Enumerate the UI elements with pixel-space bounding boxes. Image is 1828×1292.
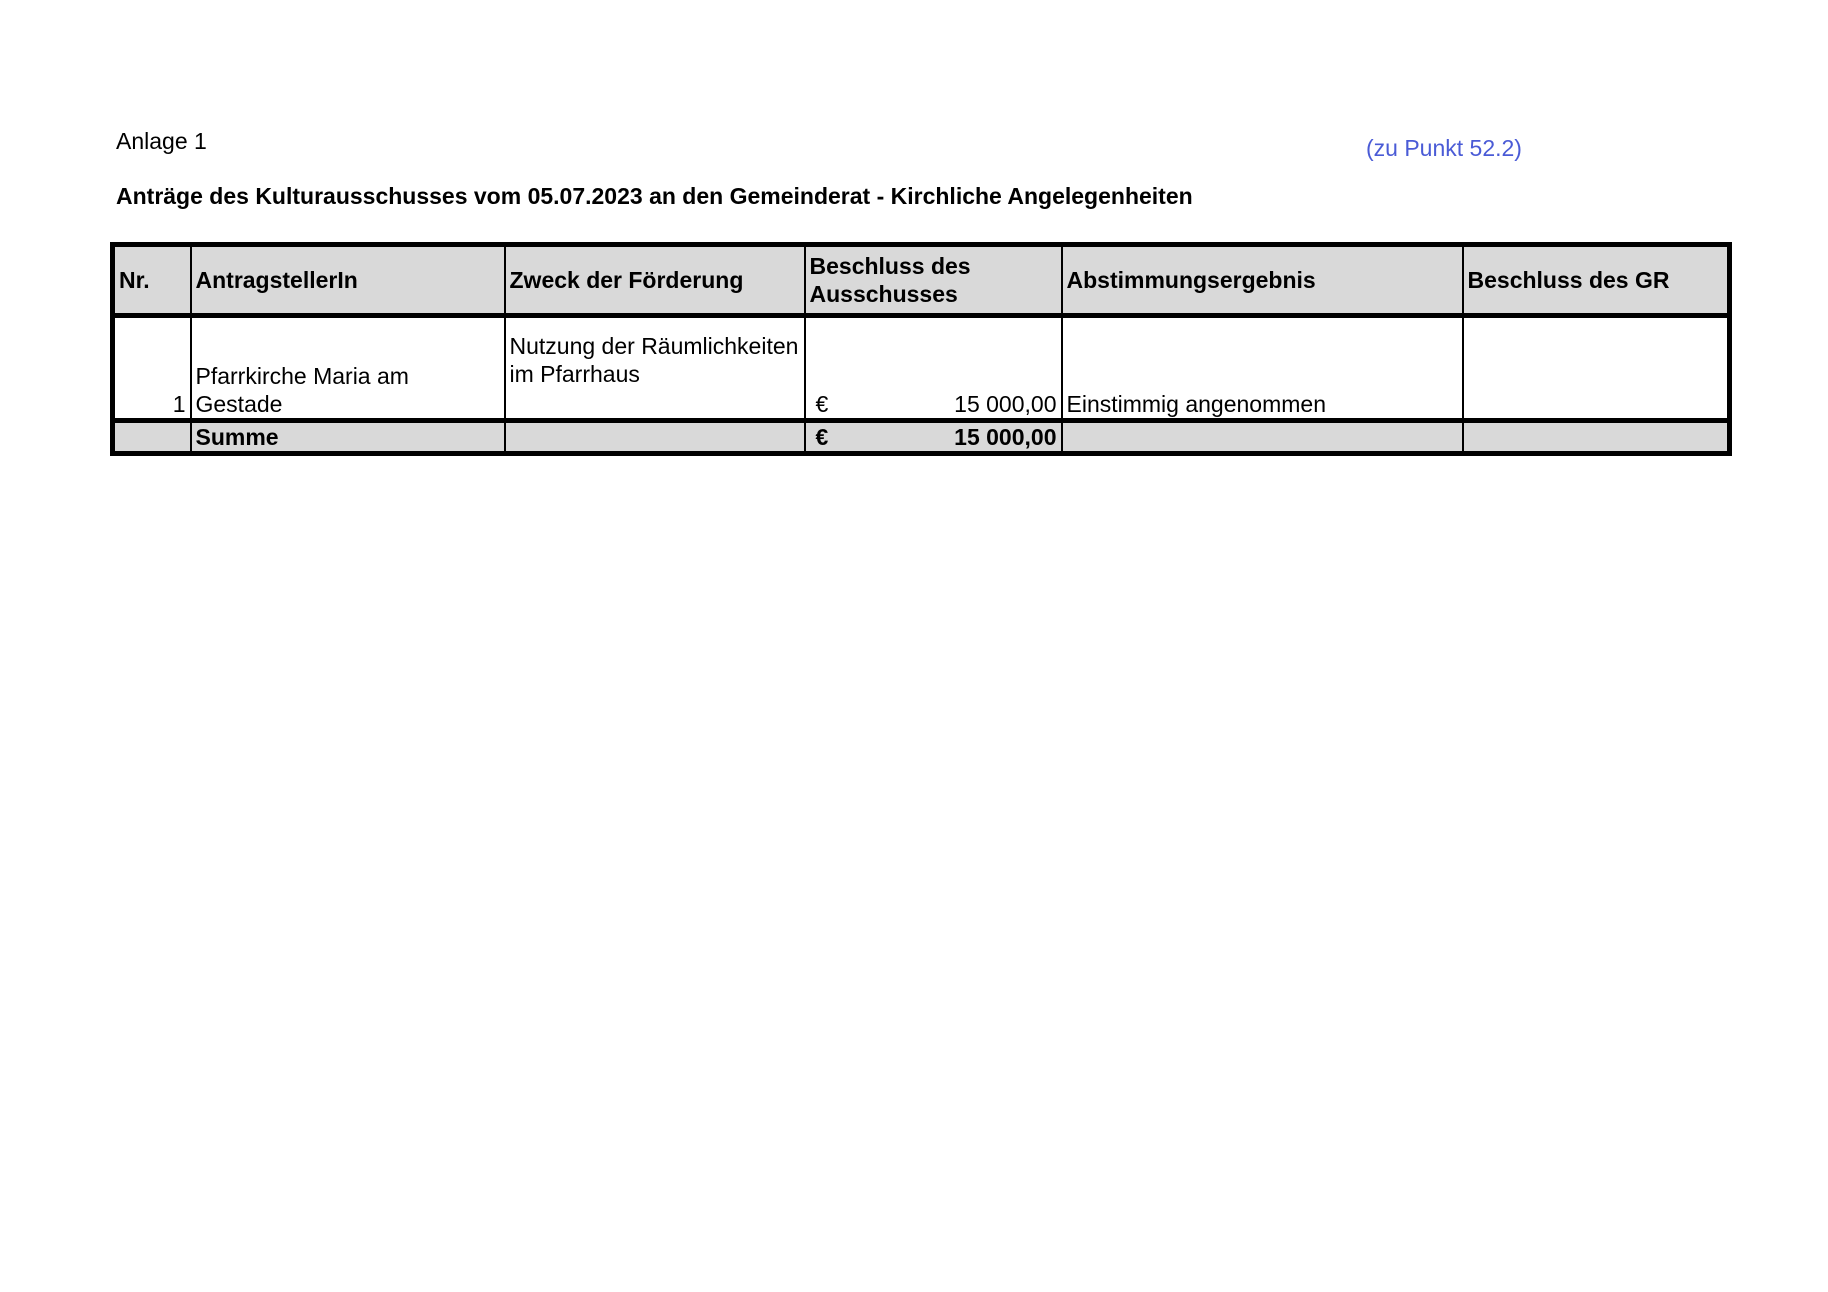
sum-label: Summe: [191, 421, 505, 454]
column-header-beschluss-ausschuss: Beschluss des Ausschusses: [805, 245, 1062, 316]
sum-cell-nr: [113, 421, 191, 454]
sum-row: [113, 421, 1730, 454]
sum-amount-value: 15 000,00: [954, 424, 1057, 450]
document-title: Anträge des Kulturausschusses vom 05.07.2023 an den Gemeinderat - Kirchliche Angelegenheiten: [116, 183, 1193, 209]
table-header-row: [113, 245, 1730, 316]
cell-abstimmung: Einstimmig angenommen: [1062, 316, 1463, 421]
cell-beschluss-gr: [1463, 316, 1730, 421]
amount-value: 15 000,00: [954, 391, 1057, 417]
column-header-nr: Nr.: [113, 245, 191, 316]
column-header-zweck: Zweck der Förderung: [505, 245, 805, 316]
cell-antragsteller: Pfarrkirche Maria am Gestade: [191, 316, 505, 421]
sum-cell-zweck: [505, 421, 805, 454]
cell-betrag: [805, 316, 1062, 421]
sum-cell-abstimmung: [1062, 421, 1463, 454]
table-row: [113, 316, 1730, 421]
currency-symbol: €: [815, 391, 829, 417]
attachment-label: Anlage 1: [116, 128, 207, 154]
sum-cell-betrag: [805, 421, 1062, 454]
sum-cell-beschluss-gr: [1463, 421, 1730, 454]
column-header-abstimmung: Abstimmungsergebnis: [1062, 245, 1463, 316]
sum-currency-symbol: €: [815, 424, 829, 450]
cell-zweck: Nutzung der Räumlichkeiten im Pfarrhaus: [505, 316, 805, 421]
column-header-beschluss-gr: Beschluss des GR: [1463, 245, 1730, 316]
column-header-antragsteller: AntragstellerIn: [191, 245, 505, 316]
cell-nr: 1: [113, 316, 191, 421]
agenda-reference: (zu Punkt 52.2): [1366, 135, 1522, 161]
applications-table: [110, 242, 1732, 456]
